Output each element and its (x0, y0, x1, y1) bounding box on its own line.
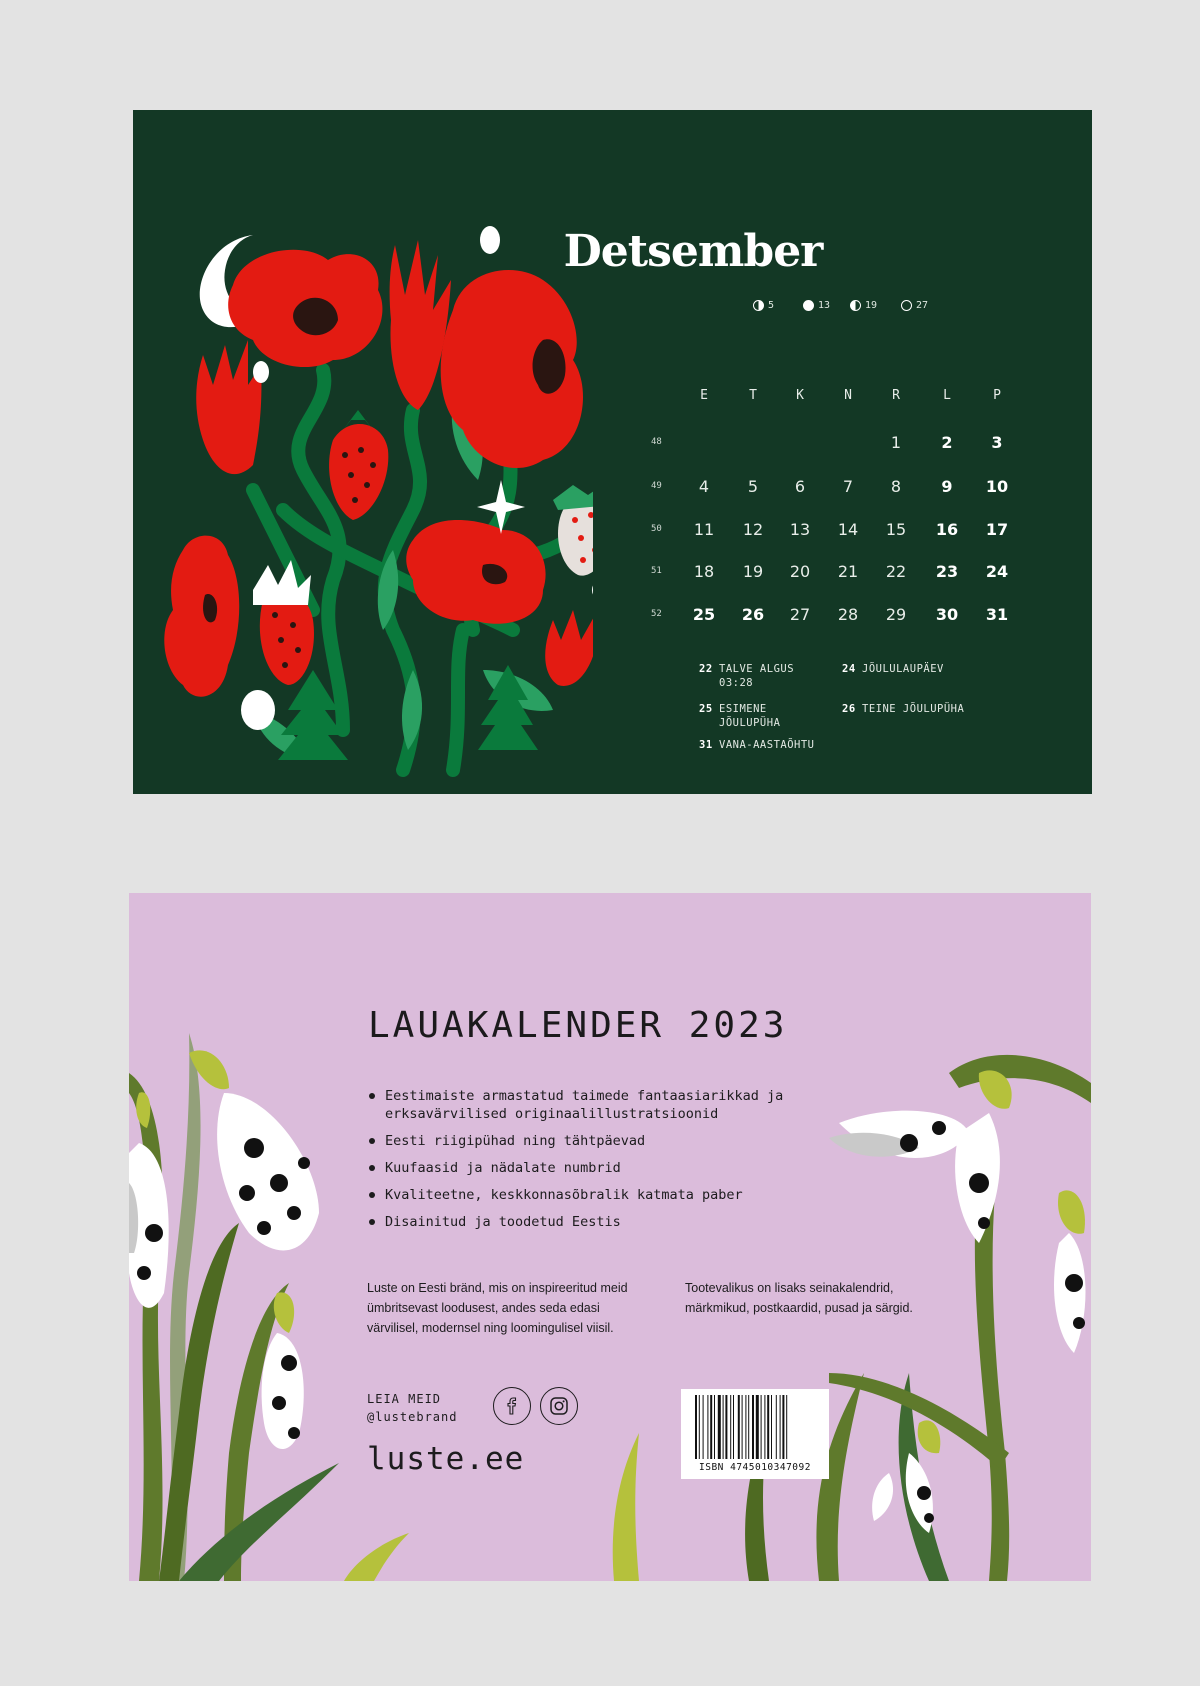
barcode-bar (733, 1395, 734, 1459)
day-cell: 23 (935, 562, 959, 581)
holiday-text: JÕULULAUPÄEV (862, 663, 944, 675)
feature-item: Kvaliteetne, keskkonnasõbralik katmata paber (367, 1186, 845, 1204)
moon-phase-day: 5 (768, 300, 775, 311)
day-cell: 26 (741, 605, 765, 624)
holiday-day: 22 (699, 663, 713, 675)
week-number: 50 (651, 524, 662, 534)
week-number: 48 (651, 437, 662, 447)
holiday-item (699, 702, 799, 730)
barcode-bar (776, 1395, 777, 1459)
feature-item: Kuufaasid ja nädalate numbrid (367, 1159, 845, 1177)
barcode-bars (693, 1395, 817, 1459)
weekday-label: K (796, 388, 804, 403)
barcode-bar (767, 1395, 769, 1459)
holiday-day: 24 (842, 663, 856, 675)
day-cell: 11 (693, 520, 715, 539)
barcode-bar (771, 1395, 772, 1459)
barcode-bar (718, 1395, 721, 1459)
barcode-bar (764, 1395, 765, 1459)
day-cell: 31 (985, 605, 1009, 624)
day-cell: 5 (747, 477, 759, 496)
weekday-label: P (993, 388, 1001, 403)
product-title: LAUAKALENDER 2023 (368, 1005, 788, 1046)
brand-description: Luste on Eesti bränd, mis on inspireeritud meid ümbritsevast loodusest, andes seda edasi värvilisel, modernsel ning loomingulisel viisil. (367, 1281, 628, 1335)
day-cell: 4 (698, 477, 710, 496)
barcode-bar (725, 1395, 727, 1459)
holiday-text: TEINE JÕULUPÜHA (862, 703, 965, 715)
day-cell: 12 (742, 520, 764, 539)
barcode-bar (752, 1395, 754, 1459)
week-number: 49 (651, 481, 662, 491)
weekday-label: R (892, 388, 900, 403)
day-cell: 8 (890, 477, 902, 496)
find-us-label: LEIA MEID (367, 1392, 442, 1406)
day-cell: 30 (935, 605, 959, 624)
day-cell: 6 (794, 477, 806, 496)
barcode-bar (786, 1395, 787, 1459)
day-cell: 10 (985, 477, 1009, 496)
barcode-bar (730, 1395, 731, 1459)
facebook-icon[interactable] (493, 1387, 531, 1425)
barcode-bar (742, 1395, 743, 1459)
day-cell: 24 (985, 562, 1009, 581)
holiday-text: TALVE ALGUS 03:28 (719, 663, 795, 689)
barcode-bar (745, 1395, 746, 1459)
barcode-bar (761, 1395, 762, 1459)
barcode-bar (714, 1395, 715, 1459)
weekday-label: E (700, 388, 708, 403)
holiday-day: 31 (699, 739, 713, 751)
isbn-number: ISBN 4745010347092 (699, 1462, 811, 1473)
week-number: 52 (651, 609, 662, 619)
holiday-item (699, 738, 859, 752)
barcode-bar (699, 1395, 700, 1459)
calendar-front-card (133, 110, 1092, 794)
day-cell: 1 (890, 433, 902, 452)
week-number: 51 (651, 566, 662, 576)
calendar-back-card (129, 893, 1091, 1581)
day-cell: 29 (885, 605, 907, 624)
weekday-label: T (749, 388, 757, 403)
holiday-text: VANA-AASTAÕHTU (719, 739, 815, 751)
day-cell: 20 (789, 562, 811, 581)
day-cell: 21 (837, 562, 859, 581)
day-cell: 16 (935, 520, 959, 539)
feature-list (367, 1087, 845, 1240)
holiday-item (699, 662, 809, 690)
day-cell: 27 (789, 605, 811, 624)
barcode-bar (695, 1395, 697, 1459)
weekday-label: N (844, 388, 852, 403)
social-handle[interactable]: @lustebrand (367, 1410, 458, 1424)
day-cell: 25 (692, 605, 716, 624)
barcode-bar (707, 1395, 708, 1459)
holiday-day: 26 (842, 703, 856, 715)
month-grid (133, 110, 1092, 794)
barcode-bar (738, 1395, 740, 1459)
day-cell: 13 (789, 520, 811, 539)
barcode-bar (780, 1395, 781, 1459)
moon-phase-day: 13 (818, 300, 831, 311)
barcode-bar (703, 1395, 704, 1459)
weekday-label: L (943, 388, 951, 403)
day-cell: 9 (941, 477, 953, 496)
month-title: Detsember (563, 226, 823, 277)
barcode-bar (782, 1395, 784, 1459)
holiday-text: ESIMENE JÕULUPÜHA (719, 703, 781, 729)
holiday-item (842, 662, 1002, 676)
day-cell: 28 (837, 605, 859, 624)
barcode-bar (723, 1395, 724, 1459)
website-link[interactable]: luste.ee (367, 1441, 525, 1477)
barcode (681, 1389, 829, 1479)
holiday-day: 25 (699, 703, 713, 715)
day-cell: 3 (991, 433, 1003, 452)
moon-phase-day: 19 (865, 300, 878, 311)
barcode-bar (756, 1395, 759, 1459)
day-cell: 2 (941, 433, 953, 452)
product-range-text: Tootevalikus on lisaks seinakalendrid, märkmikud, postkaardid, pusad ja särgid. (685, 1281, 913, 1315)
day-cell: 18 (693, 562, 715, 581)
barcode-bar (748, 1395, 749, 1459)
social-block (367, 1390, 457, 1426)
day-cell: 15 (885, 520, 907, 539)
day-cell: 19 (742, 562, 764, 581)
moon-phase-day: 27 (916, 300, 929, 311)
day-cell: 7 (842, 477, 854, 496)
feature-item: Eesti riigipühad ning tähtpäevad (367, 1132, 845, 1150)
holiday-item (842, 702, 1002, 716)
feature-item: Disainitud ja toodetud Eestis (367, 1213, 845, 1231)
day-cell: 22 (885, 562, 907, 581)
day-cell: 14 (837, 520, 859, 539)
feature-item: Eestimaiste armastatud taimede fantaasiarikkad ja erksavärvilised originaalillustratsioonid (367, 1087, 845, 1123)
instagram-icon[interactable] (540, 1387, 578, 1425)
day-cell: 17 (985, 520, 1009, 539)
barcode-bar (710, 1395, 712, 1459)
